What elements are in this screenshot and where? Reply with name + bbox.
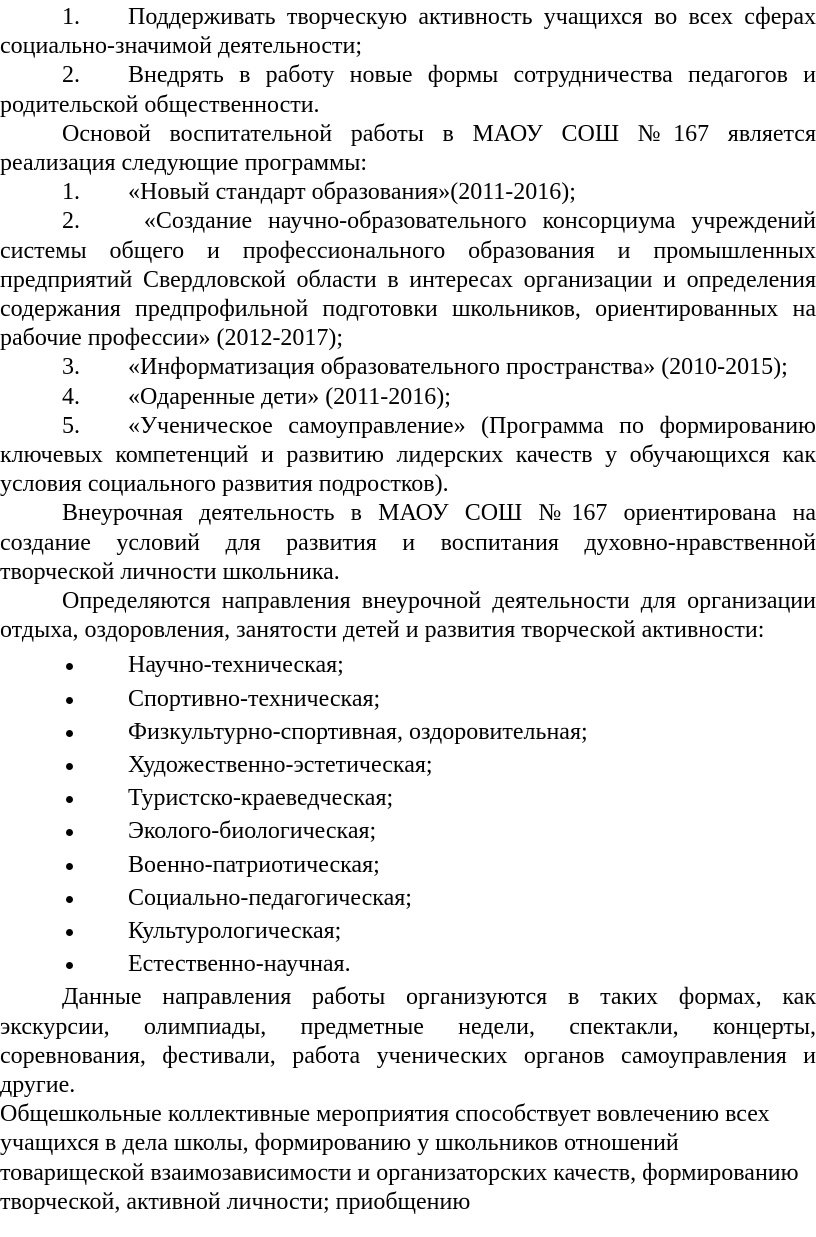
- bullet-icon: [66, 697, 73, 704]
- directions-list: [0, 651, 816, 979]
- direction-text: Культурологическая;: [128, 917, 342, 944]
- program-number: 4.: [62, 383, 80, 410]
- program-item: [0, 178, 816, 207]
- directions-intro: Определяются направления внеурочной деятельности для организации отдыха, оздоровления, занятости детей и развития творческой активности:: [0, 588, 816, 644]
- program-number: 3.: [62, 354, 80, 381]
- direction-text: Эколого-биологическая;: [128, 818, 377, 845]
- program-item: [0, 207, 816, 353]
- list-item: [0, 950, 816, 979]
- goal-number: 1.: [62, 4, 80, 30]
- list-item: [0, 817, 816, 846]
- program-item: [0, 353, 816, 382]
- forms-paragraph: Данные направления работы организуются в таких формах, как экскурсии, олимпиады, предметные недели, спектакли, концерты, соревнования, фестивали, работа ученических органов самоуправления и другие.: [0, 984, 816, 1098]
- list-item: [0, 917, 816, 946]
- goal-text: Внедрять в работу новые формы сотрудничества педагогов и родительской общественности.: [0, 62, 816, 118]
- program-number: 2.: [62, 208, 80, 235]
- program-item: [0, 383, 816, 412]
- list-item: [0, 685, 816, 714]
- program-text: «Новый стандарт образования»(2011-2016);: [128, 179, 576, 206]
- goal-number: 2.: [62, 62, 80, 89]
- direction-text: Физкультурно-спортивная, оздоровительная;: [128, 718, 588, 745]
- direction-text: Военно-патриотическая;: [128, 851, 380, 878]
- list-item: [0, 851, 816, 880]
- direction-text: Естественно-научная.: [128, 951, 351, 978]
- goal-item: [0, 61, 816, 119]
- program-number: 5.: [62, 412, 80, 439]
- list-item: [0, 651, 816, 680]
- bullet-icon: [66, 763, 73, 770]
- direction-text: Социально-педагогическая;: [128, 884, 412, 911]
- direction-text: Научно-техническая;: [128, 652, 344, 679]
- direction-text: Спортивно-техническая;: [128, 685, 381, 712]
- list-item: [0, 751, 816, 780]
- bullet-icon: [66, 863, 73, 870]
- bullet-icon: [66, 796, 73, 803]
- list-item: [0, 718, 816, 747]
- program-item: [0, 412, 816, 500]
- program-text: «Создание научно-образовательного консорциума учреждений системы общего и профессионального образования и промышленных предприятий Свердловской области в интересах организации и определения содержания предпрофильной подготовки школьников, ориентированных на рабочие профессии» (2012-2017);: [0, 208, 816, 352]
- closing-paragraph: Общешкольные коллективные мероприятия способствует вовлечению всех учащихся в дела школы, формированию у школьников отношений товарищеской взаимозависимости и организаторских качеств, формированию творческой, активной личности; приобщению: [0, 1101, 799, 1215]
- list-item: [0, 884, 816, 913]
- bullet-icon: [66, 962, 73, 969]
- programs-intro: Основой воспитательной работы в МАОУ СОШ №167 является реализация следующие программы:: [0, 120, 816, 177]
- bullet-icon: [66, 730, 73, 737]
- goal-text: Поддерживать творческую активность учащихся во всех сферах социально-значимой деятельности;: [0, 4, 816, 60]
- direction-text: Туристско-краеведческая;: [128, 785, 394, 812]
- program-number: 1.: [62, 179, 80, 206]
- bullet-icon: [66, 829, 73, 836]
- bullet-icon: [66, 929, 73, 936]
- program-text: «Ученическое самоуправление» (Программа по формированию ключевых компетенций и развитию лидерских качеств у обучающихся как условия социального развития подростков).: [0, 412, 816, 498]
- bullet-icon: [66, 896, 73, 903]
- program-text: «Информатизация образовательного пространства» (2010-2015);: [128, 354, 788, 381]
- extracurricular-paragraph: Внеурочная деятельность в МАОУ СОШ №167 ориентирована на создание условий для развития и воспитания духовно-нравственной творческой личности школьника.: [0, 500, 816, 585]
- bullet-icon: [66, 663, 73, 670]
- program-text: «Одаренные дети» (2011-2016);: [128, 383, 451, 410]
- goal-item: [0, 3, 816, 61]
- list-item: [0, 784, 816, 813]
- direction-text: Художественно-эстетическая;: [128, 752, 433, 779]
